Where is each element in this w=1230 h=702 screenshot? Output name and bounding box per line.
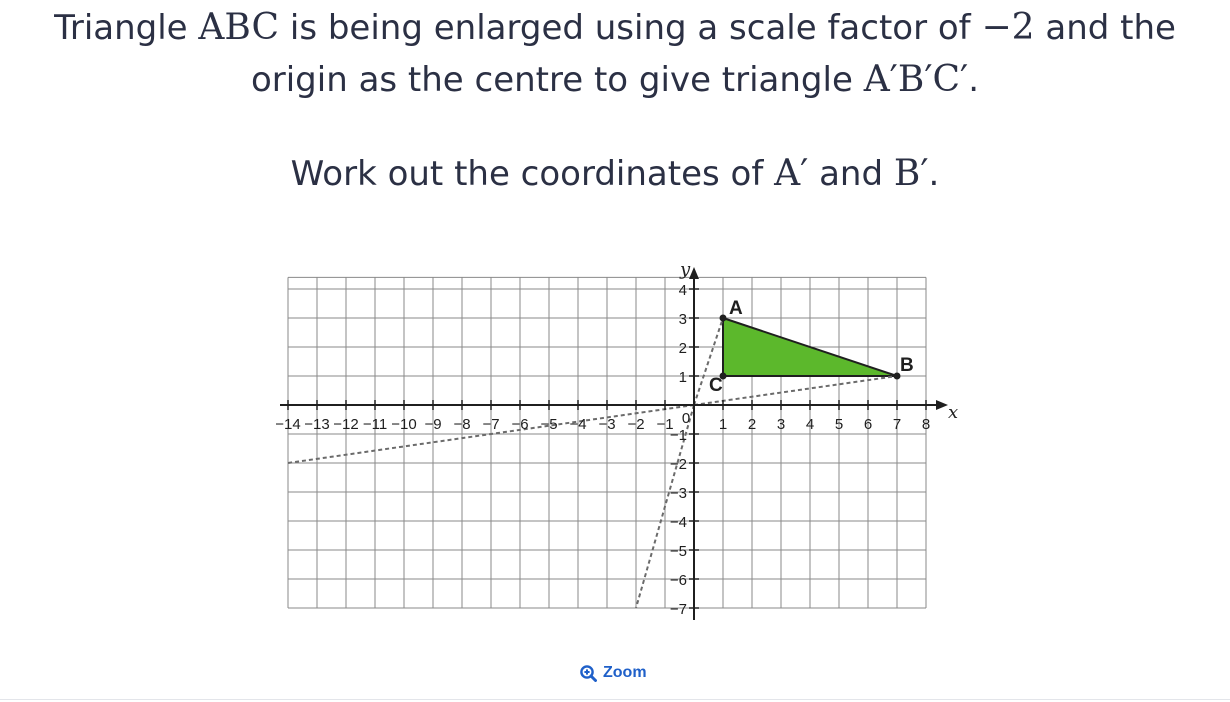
triangle-abc-math: ABC bbox=[198, 7, 280, 48]
y-tick-label: −1 bbox=[669, 427, 687, 444]
y-tick-label: 4 bbox=[678, 282, 687, 299]
zoom-button[interactable] bbox=[580, 662, 647, 684]
x-tick-label: −12 bbox=[333, 416, 359, 433]
y-tick-label: 1 bbox=[678, 369, 687, 386]
y-tick-label: −5 bbox=[669, 543, 687, 560]
x-tick-label: −1 bbox=[656, 416, 674, 433]
a-prime-math: A′ bbox=[774, 153, 809, 194]
y-tick-label: 2 bbox=[678, 340, 687, 357]
y-tick-label: −3 bbox=[669, 485, 687, 502]
origin-label: 0 bbox=[681, 410, 691, 427]
b-prime-math: B′ bbox=[893, 153, 929, 194]
x-tick-label: −14 bbox=[275, 416, 301, 433]
x-tick-label: −7 bbox=[482, 416, 500, 433]
x-tick-label: 5 bbox=[834, 416, 844, 433]
question-line-2: origin as the centre to give triangle A′B′C′. bbox=[250, 59, 980, 100]
y-tick-label: −4 bbox=[669, 514, 687, 531]
x-tick-label: −5 bbox=[540, 416, 558, 433]
triangle-image-math: A′B′C′ bbox=[863, 59, 969, 100]
x-tick-label: 3 bbox=[776, 416, 786, 433]
x-tick-label: −8 bbox=[453, 416, 471, 433]
enlargement-ray bbox=[694, 376, 897, 405]
x-tick-label: −4 bbox=[569, 416, 587, 433]
vertex-c-label: C bbox=[709, 375, 723, 396]
bottom-divider bbox=[0, 699, 1230, 700]
x-axis-arrow bbox=[936, 400, 948, 410]
y-axis-arrow bbox=[689, 267, 699, 279]
x-tick-label: −2 bbox=[627, 416, 645, 433]
x-tick-label: 6 bbox=[863, 416, 873, 433]
x-tick-label: 4 bbox=[805, 416, 815, 433]
axes bbox=[280, 259, 958, 620]
grid-lines bbox=[288, 277, 926, 608]
x-tick-label: −3 bbox=[598, 416, 616, 433]
y-tick-label: −2 bbox=[669, 456, 687, 473]
x-tick-label: −11 bbox=[362, 416, 388, 433]
x-tick-label: −6 bbox=[511, 416, 529, 433]
scale-factor-math: −2 bbox=[981, 7, 1035, 48]
x-tick-label: −10 bbox=[391, 416, 417, 433]
x-axis-letter: x bbox=[948, 402, 959, 423]
x-tick-label: −13 bbox=[304, 416, 330, 433]
vertex-a-dot bbox=[720, 315, 727, 322]
vertex-a-label: A bbox=[729, 298, 743, 319]
x-tick-label: 7 bbox=[892, 416, 902, 433]
vertex-b-label: B bbox=[900, 355, 914, 376]
x-tick-label: 2 bbox=[747, 416, 757, 433]
x-tick-label: 1 bbox=[718, 416, 728, 433]
y-axis-letter: y bbox=[680, 259, 691, 280]
x-tick-label: −9 bbox=[424, 416, 442, 433]
zoom-in-icon bbox=[580, 665, 597, 682]
zoom-label: Zoom bbox=[603, 664, 647, 681]
y-tick-label: −7 bbox=[669, 601, 687, 618]
y-tick-label: 3 bbox=[678, 311, 687, 328]
question-line-1: Triangle ABC is being enlarged using a scale factor of −2 and the bbox=[54, 7, 1176, 48]
y-tick-label: −6 bbox=[669, 572, 687, 589]
instruction-text: Work out the coordinates of A′ and B′. bbox=[290, 153, 940, 194]
x-tick-label: 8 bbox=[921, 416, 931, 433]
